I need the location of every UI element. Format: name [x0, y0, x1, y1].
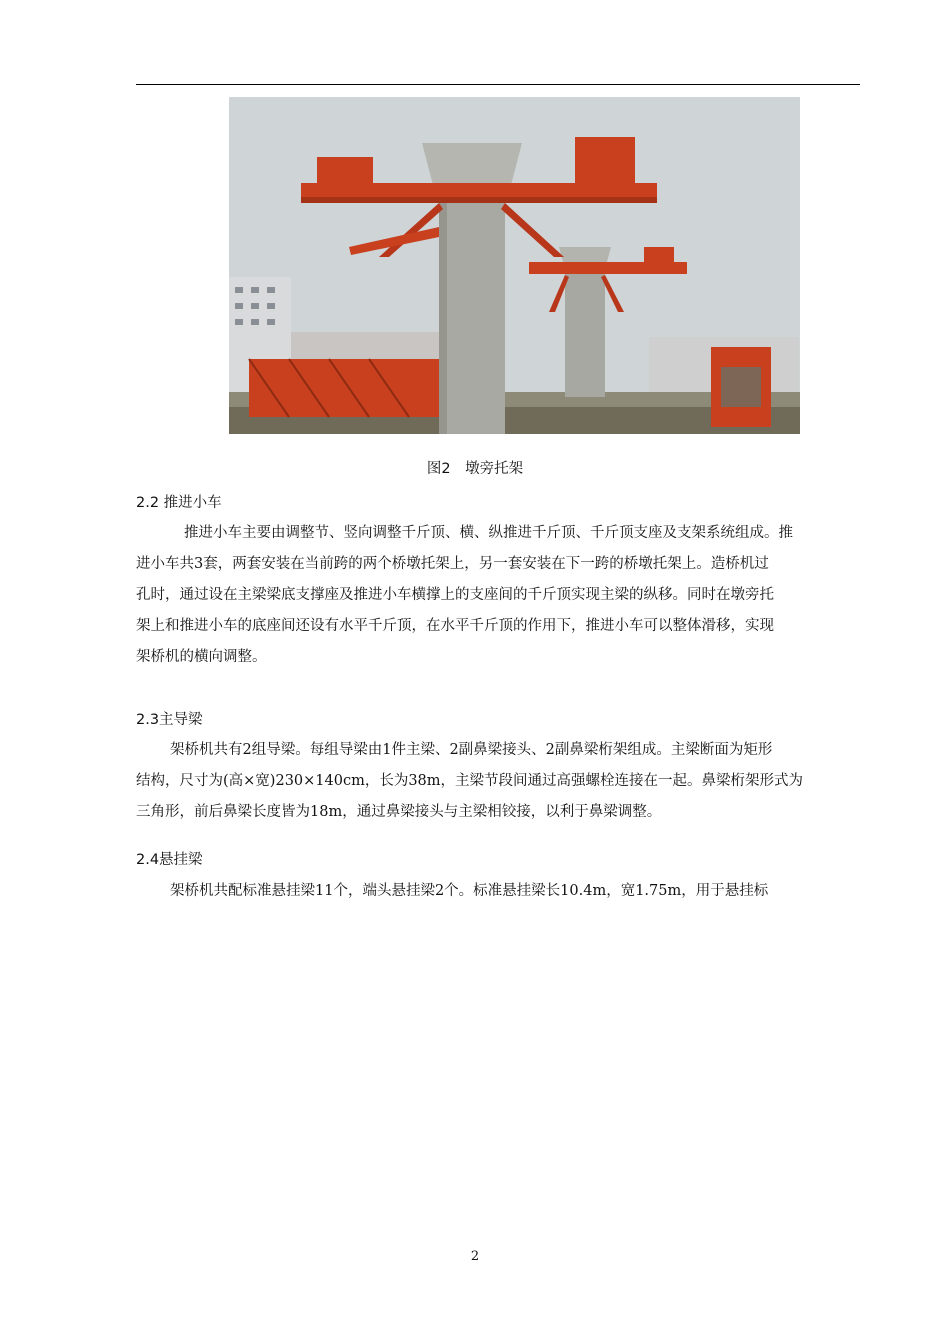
page-number: 2 [470, 1249, 480, 1264]
paragraph-line: 架桥机共配标准悬挂梁11个，端头悬挂梁2个。标准悬挂梁长10.4m，宽1.75m，用于悬挂标 [170, 883, 769, 899]
section-body-2-4 [136, 876, 860, 907]
paragraph-line: 推进小车主要由调整节、竖向调整千斤顶、横、纵推进千斤顶、千斤顶支座及支架系统组成。推 [184, 525, 793, 541]
section-heading-2-4: 2.4悬挂梁 [136, 852, 203, 868]
section-heading-2-3: 2.3主导梁 [136, 712, 203, 728]
pier-bracket-photo [229, 97, 800, 434]
paragraph-line: 架桥机的横向调整。 [136, 649, 267, 665]
paragraph-line: 架上和推进小车的底座间还设有水平千斤顶，在水平千斤顶的作用下，推进小车可以整体滑移，实现 [136, 618, 774, 634]
paragraph-line: 架桥机共有2组导梁。每组导梁由1件主梁、2副鼻梁接头、2副鼻梁桁架组成。主梁断面为矩形 [170, 742, 773, 758]
paragraph-line: 三角形，前后鼻梁长度皆为18m，通过鼻梁接头与主梁相铰接，以利于鼻梁调整。 [136, 804, 662, 820]
paragraph-line: 孔时，通过设在主梁梁底支撑座及推进小车横撑上的支座间的千斤顶实现主梁的纵移。同时在墩旁托 [136, 587, 774, 603]
section-body-2-3 [136, 735, 860, 828]
paragraph-line: 进小车共3套，两套安装在当前跨的两个桥墩托架上，另一套安装在下一跨的桥墩托架上。造桥机过 [136, 556, 769, 572]
header-rule [136, 84, 860, 85]
paragraph-line: 结构，尺寸为(高×宽)230×140cm，长为38m，主梁节段间通过高强螺栓连接在一起。鼻梁桁架形式为 [136, 773, 804, 789]
figure-caption: 图2 墩旁托架 [426, 461, 524, 477]
figure-photo [229, 97, 800, 434]
section-body-2-2 [136, 518, 860, 673]
section-heading-2-2: 2.2 推进小车 [136, 495, 222, 511]
